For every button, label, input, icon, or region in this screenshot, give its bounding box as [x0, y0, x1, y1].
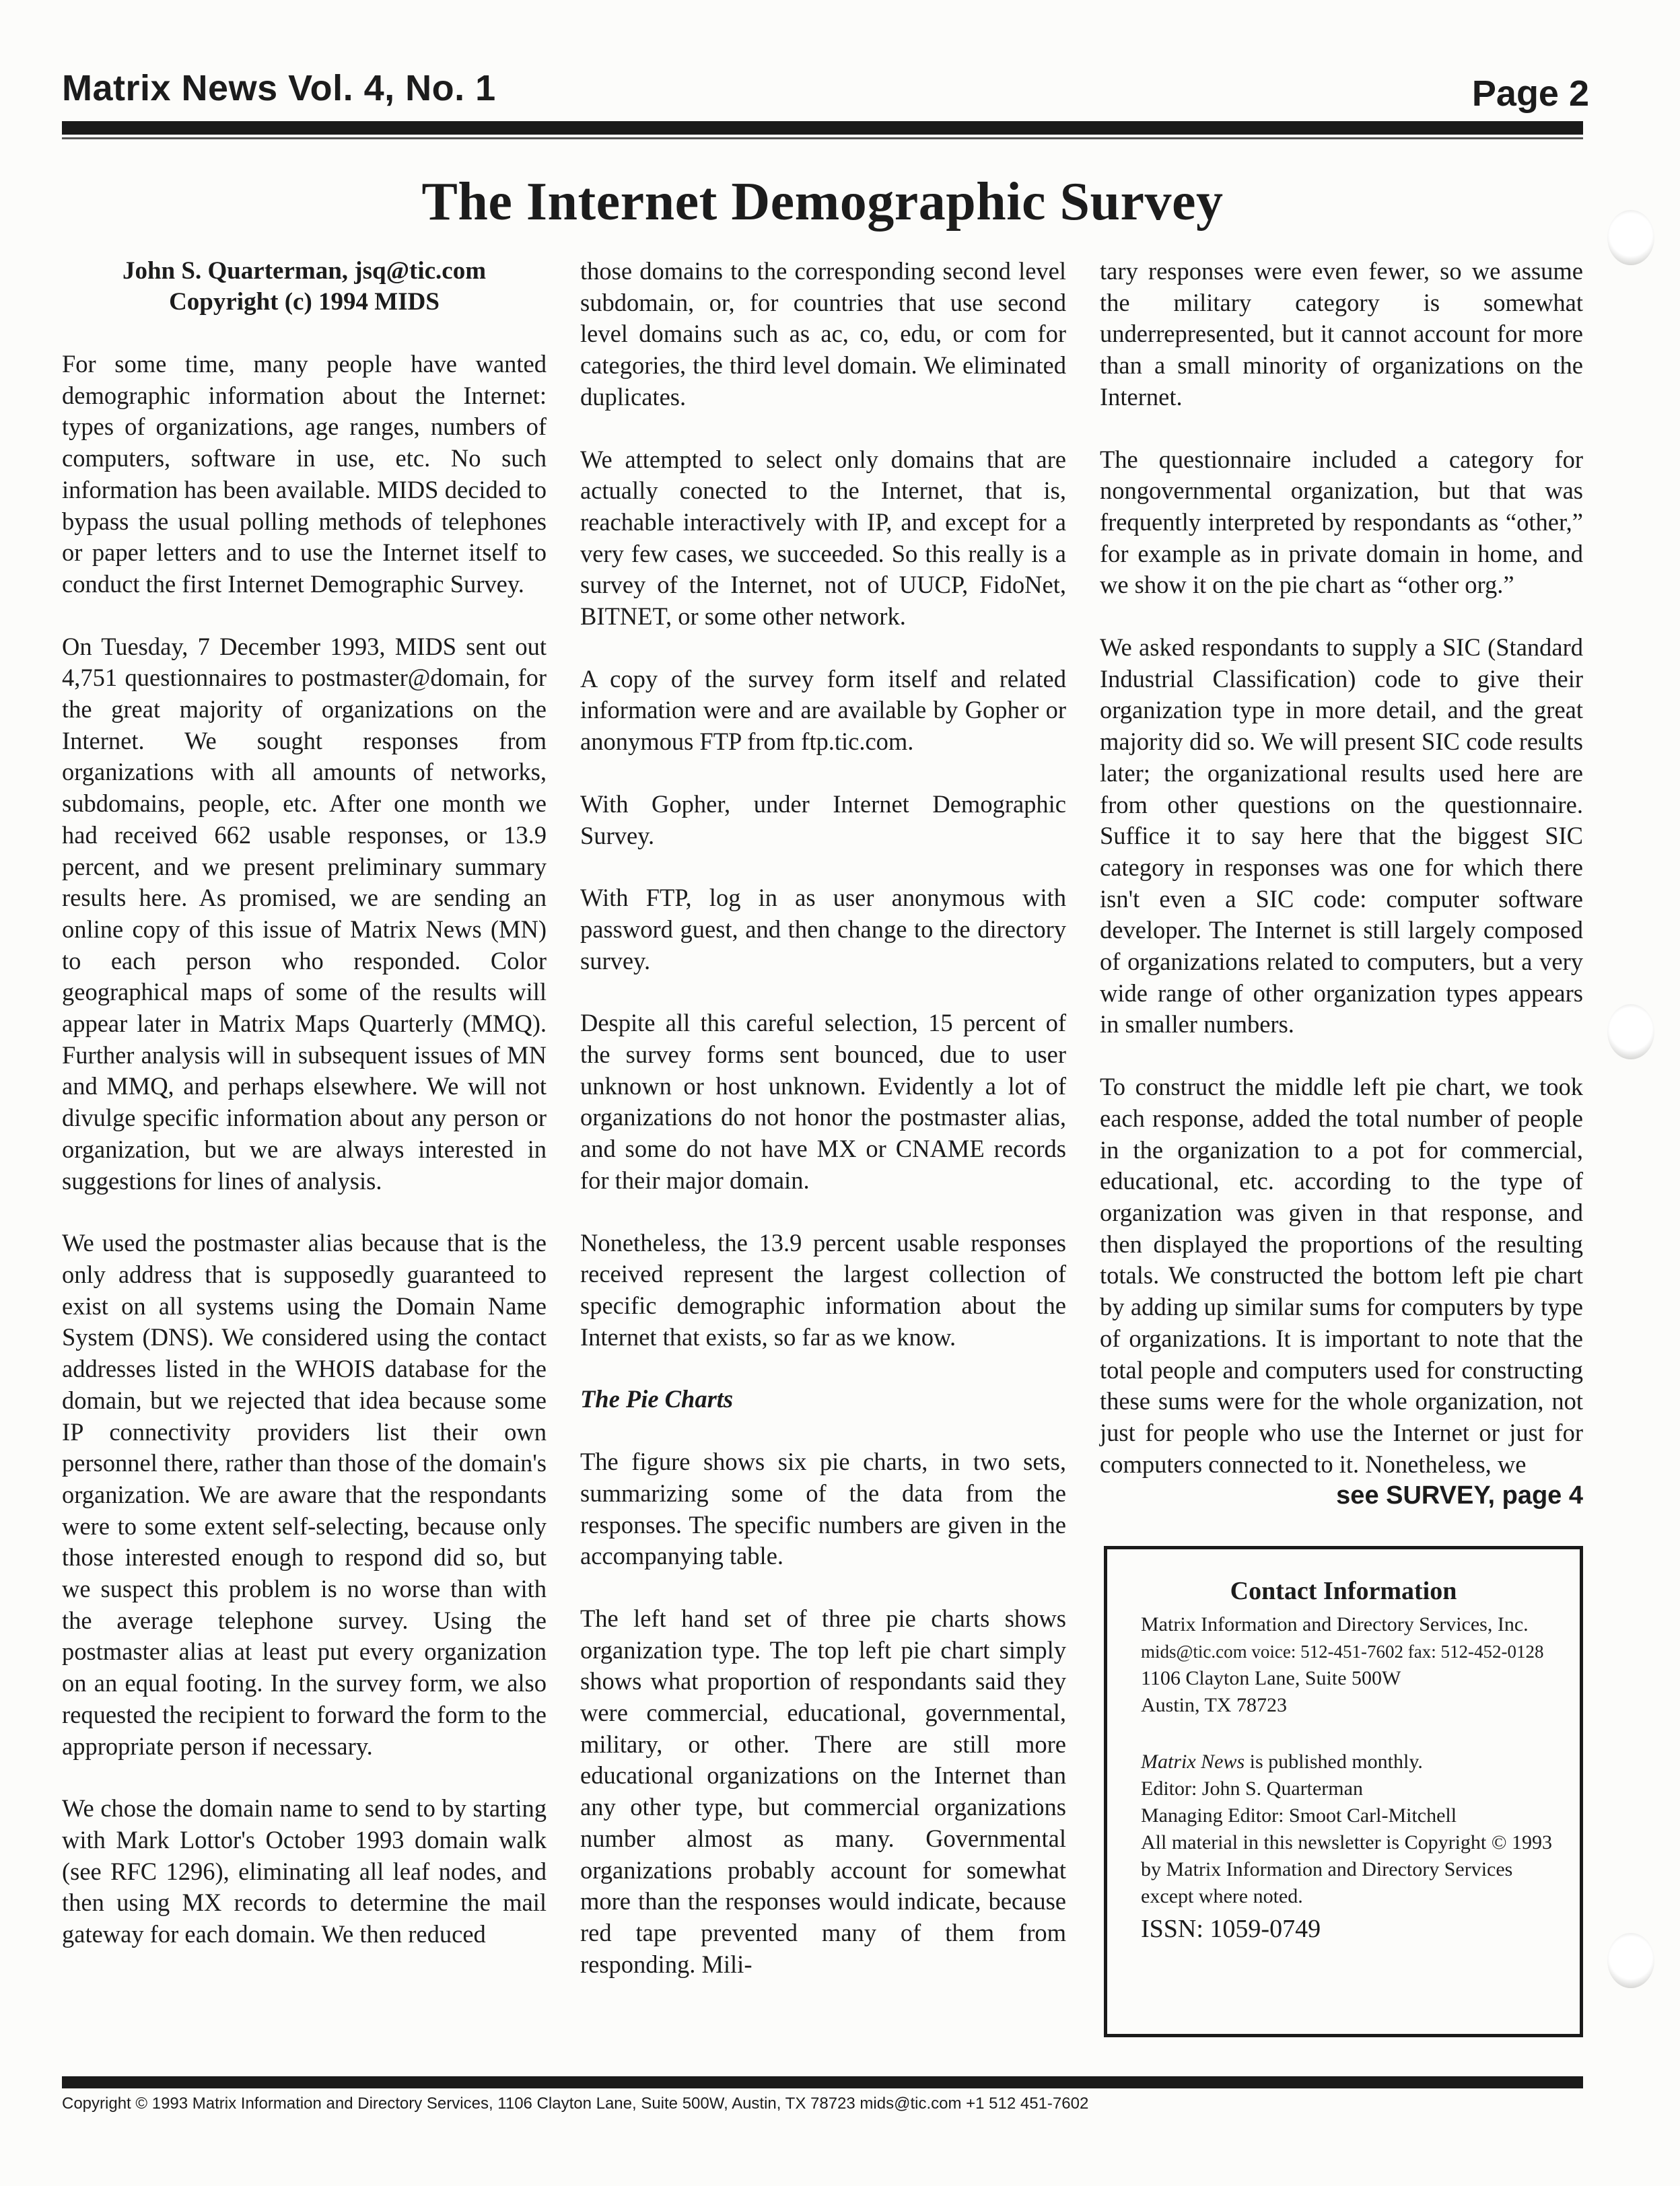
paragraph: The left hand set of three pie charts shows organization type. The top left pie chart simply shows what proportion of respondants said they were commercial, educational, governmental, military, or other. There are still more educational organizations on the Internet than any other type, but commercial organizations number almost as many. Governmental organizations probably account for somewhat more than the responses would indicate, because red tape prevented many of them from responding. Mili-: [580, 1604, 1066, 1978]
editor-line: Editor: John S. Quarterman: [1141, 1777, 1363, 1800]
contact-information-box: [1104, 1546, 1583, 2037]
paragraph: We chose the domain name to send to by starting with Mark Lottor's October 1993 domain walk (see RFC 1296), eliminating all leaf nodes, and then using MX records to determine the mail gateway for each domain. We then reduced: [62, 1794, 547, 1948]
binder-hole: [1607, 210, 1654, 265]
issn: ISSN: 1059-0749: [1141, 1915, 1321, 1943]
binder-hole: [1607, 1933, 1654, 1988]
paragraph: We asked respondants to supply a SIC (Standard Industrial Classification) code to give their organization type in more detail, and the great majority did so. We will present SIC code results later; the organizational results used here are from other questions on the questionnaire. Suffice it to say here that the biggest SIC category in responses was one for which there isn't even a SIC code: computer software developer. The Internet is still largely composed of organizations related to computers, but a very wide range of other organization types appears in smaller numbers.: [1100, 633, 1583, 1038]
paragraph: With FTP, log in as user anonymous with password guest, and then change to the directory survey.: [580, 884, 1066, 975]
publication-frequency: is published monthly.: [1245, 1751, 1423, 1773]
copyright-line: by Matrix Information and Directory Services: [1141, 1858, 1513, 1880]
paragraph: those domains to the corresponding second level subdomain, or, for countries that use second level domains such as ac, co, edu, or com for categories, the third level domain. We eliminated duplicates.: [580, 257, 1066, 411]
copyright-line: except where noted.: [1141, 1885, 1303, 1907]
paragraph: We used the postmaster alias because that is the only address that is supposedly guaranteed to exist on all systems using the Domain Name System (DNS). We considered using the contact addresses listed in the WHOIS database for the domain, but we rejected that idea because some IP connectivity providers list their own personnel there, rather than those of the domain's organization. We are aware that the respondants were to some extent self-selecting, because only those interested enough to respond did so, but we suspect this problem is no worse than with the average telephone survey. Using the postmaster alias at least put every organization on an equal footing. In the survey form, we also requested the recipient to forward the form to the appropriate person if necessary.: [62, 1229, 547, 1760]
contact-heading: Contact Information: [1230, 1577, 1457, 1605]
publication-note: [1141, 1749, 1546, 1775]
paragraph: On Tuesday, 7 December 1993, MIDS sent out 4,751 questionnaires to postmaster@domain, for the great majority of organizations on the Internet. We sought responses from organizations with all amounts of networks, subdomains, people, etc. After one month we had received 662 usable responses, or 13.9 percent, and we present preliminary summary results here. As promised, we are sending an online copy of this issue of Matrix News (MN) to each person who responded. Color geographical maps of some of the results will appear later in Matrix Maps Quarterly (MMQ). Further analysis will in subsequent issues of MN and MMQ, and perhaps elsewhere. We will not divulge specific information about any person or organization, but we are always interested in suggestions for lines of analysis.: [62, 632, 547, 1195]
footer-rule: [62, 2076, 1583, 2088]
contact-phones: mids@tic.com voice: 512-451-7602 fax: 512-452-0128: [1141, 1642, 1544, 1662]
paragraph: Nonetheless, the 13.9 percent usable responses received represent the largest collection of specific demographic information about the Internet that exists, so far as we know.: [580, 1228, 1066, 1351]
paragraph: For some time, many people have wanted demographic information about the Internet: types of organizations, age ranges, numbers of computers, software in use, etc. No such information has been available. MIDS decided to bypass the usual polling methods of telephones or paper letters and to use the Internet itself to conduct the first Internet Demographic Survey.: [62, 350, 547, 598]
paragraph: The questionnaire included a category for nongovernmental organization, but that was frequently interpreted by respondants as “other,” for example as in private domain in home, and we show it on the pie chart as “other org.”: [1100, 445, 1583, 599]
header-rule: [62, 121, 1583, 135]
paragraph: To construct the middle left pie chart, we took each response, added the total number of people in the organization to a pot for commercial, educational, etc. according to the type of organization was given in that response, and then displayed the proportions of the resulting totals. We constructed the bottom left pie chart by adding up similar sums for computers by type of organizations. It is important to note that the total people and computers used for constructing these sums were for the whole organization, not just for people who use the Internet or just for computers connected to it. Nonetheless, we: [1100, 1073, 1583, 1478]
binder-hole: [1607, 1004, 1654, 1059]
paragraph: The figure shows six pie charts, in two sets, summarizing some of the data from the responses. The specific numbers are given in the accompanying table.: [580, 1448, 1066, 1570]
paragraph: Despite all this careful selection, 15 percent of the survey forms sent bounced, due to user unknown or host unknown. Evidently a lot of organizations do not honor the postmaster alias, and some do not have MX or CNAME records for their major domain.: [580, 1009, 1066, 1194]
contact-street: 1106 Clayton Lane, Suite 500W: [1141, 1667, 1401, 1689]
page-number: Page 2: [1471, 73, 1589, 114]
section-heading: The Pie Charts: [580, 1385, 734, 1413]
paragraph: We attempted to select only domains that are actually conected to the Internet, that is, reachable interactively with IP, and except for a very few cases, we succeeded. So this really is a survey of the Internet, not of UUCP, FidoNet, BITNET, or some other network.: [580, 445, 1066, 631]
paragraph: With Gopher, under Internet Demographic Survey.: [580, 789, 1066, 849]
contact-city: Austin, TX 78723: [1141, 1694, 1287, 1716]
byline-copyright: Copyright (c) 1994 MIDS: [169, 288, 440, 316]
continued-reference: see SURVEY, page 4: [1336, 1481, 1583, 1510]
paragraph: tary responses were even fewer, so we assume the military category is somewhat underrepresented, but it cannot account for more than a small minority of organizations on the Internet.: [1100, 257, 1583, 411]
spacer: [1141, 1719, 1546, 1749]
header-rule-thin: [62, 137, 1583, 139]
copyright-line: All material in this newsletter is Copyright © 1993: [1141, 1831, 1553, 1854]
byline-author: John S. Quarterman, jsq@tic.com: [122, 257, 487, 285]
publication-header: Matrix News Vol. 4, No. 1: [62, 68, 496, 108]
column-3: [1100, 256, 1583, 1543]
managing-editor-line: Managing Editor: Smoot Carl-Mitchell: [1141, 1804, 1457, 1827]
column-1: [62, 256, 547, 1981]
paragraph: A copy of the survey form itself and related information were and are available by Gopher or anonymous FTP from ftp.tic.com.: [580, 664, 1066, 756]
article-title: The Internet Demographic Survey: [421, 172, 1224, 232]
publication-name: Matrix News: [1141, 1751, 1245, 1773]
byline: [62, 256, 547, 318]
column-2: [580, 256, 1066, 2011]
contact-org: Matrix Information and Directory Services, Inc.: [1141, 1613, 1529, 1635]
footer-copyright: Copyright © 1993 Matrix Information and Directory Services, 1106 Clayton Lane, Suite 500W, Austin, TX 78723 mids@tic.com +1 512 451-7602: [62, 2094, 1089, 2113]
